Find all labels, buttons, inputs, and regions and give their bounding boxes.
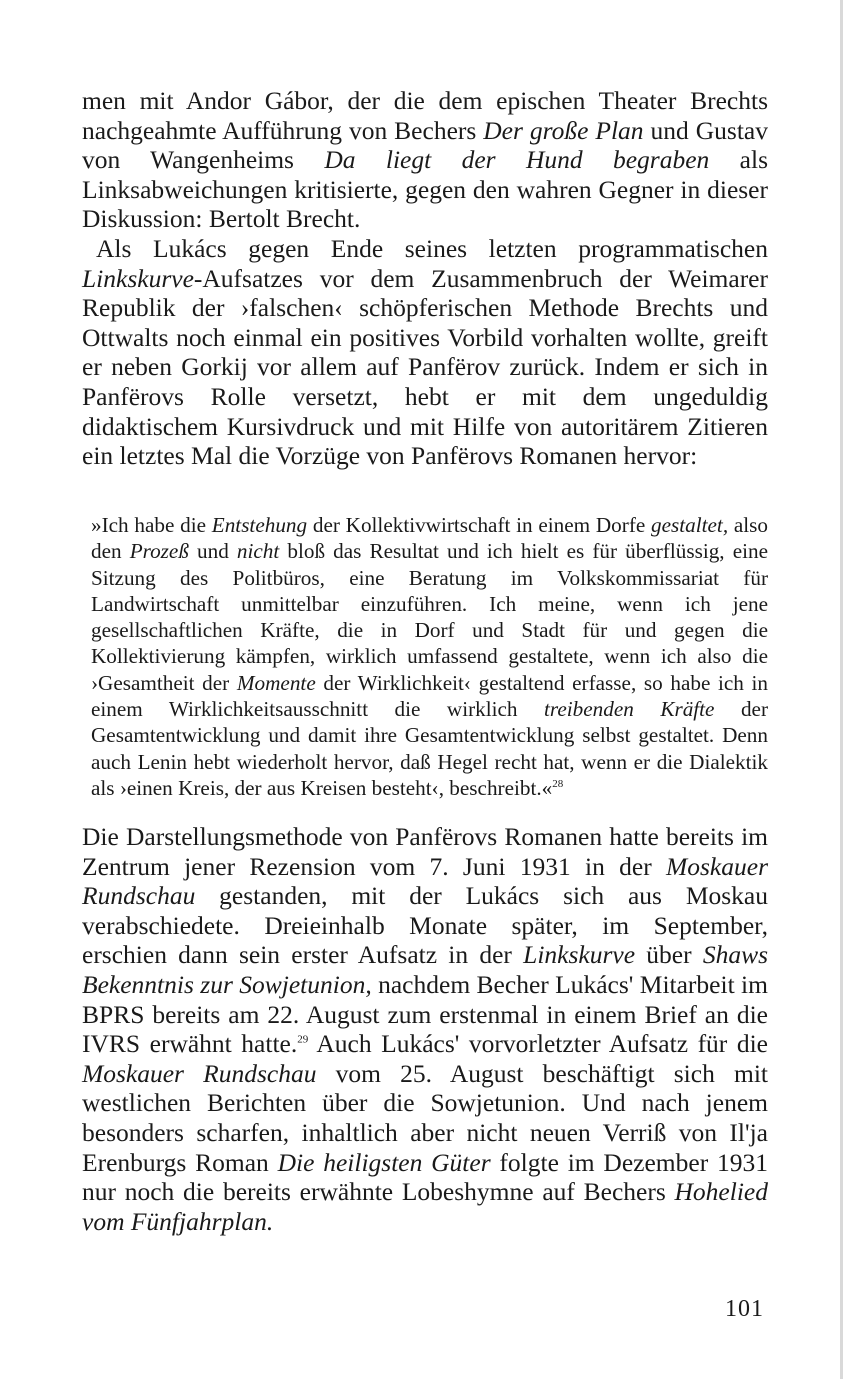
text-run: folgte im Dezember 1931 nur noch die bereits erwähnte Lobeshymne auf Bechers [82, 1147, 768, 1207]
text-run: Als Lukács gegen Ende seines letzten programmatischen [96, 233, 768, 263]
text-run: men mit Andor Gábor, der die dem epischen Theater Brechts nachgeahmte Aufführung von Bechers [82, 86, 768, 145]
italic-title: Der große Plan [483, 115, 644, 145]
italic-title: Linkskurve [82, 263, 194, 293]
main-text-top [82, 86, 768, 471]
text-run: als Linksabweichungen kritisierte, gegen den wahren Gegner in dieser Diskussion: Bertolt Brecht. [82, 145, 768, 234]
page-number: 101 [725, 1296, 764, 1322]
text-run: gestanden, mit der Lukács sich aus Moskau verabschiedete. Dreieinhalb Monate später, im September, erschien dann sein erster Aufsatz in der [82, 881, 768, 970]
block-quote [91, 512, 768, 801]
footnote-marker: 29 [297, 1033, 309, 1046]
text-run: nachdem Becher Lukács' Mitarbeit im BPRS bereits am 22. August zum erstenmal in einem Brief an die IVRS erwähnt hatte. [82, 969, 768, 1059]
text-run: der Wirklichkeit‹ gestaltend erfasse, so habe ich in einem Wirklichkeitsausschnitt die wirklich [91, 670, 768, 722]
text-run: der Kollektivwirtschaft in einem Dorfe [307, 513, 652, 537]
footnote-marker: 28 [552, 777, 564, 790]
italic-emphasis: gestaltet, [651, 513, 729, 537]
italic-title: Die heiligsten Güter [277, 1147, 491, 1177]
italic-title: Moskauer Rundschau [82, 851, 768, 911]
italic-title: Hohelied vom Fünfjahrplan. [82, 1177, 768, 1236]
text-run: Auch Lukács' vorvorletzter Aufsatz für die [308, 1029, 768, 1059]
italic-emphasis: Entstehung [211, 513, 308, 537]
text-run: und [188, 539, 237, 564]
italic-title: Shaws Bekenntnis zur Sowjetunion, [82, 940, 768, 999]
paragraph-3 [82, 822, 768, 1236]
text-run: über [635, 940, 703, 970]
text-run: -Aufsatzes vor dem Zusammenbruch der Weimarer Republik der ›falschen‹ schöpferischen Methode Brechts und Ottwalts noch einmal ein positives Vorbild vorhalten wollte, greift er neben Gorkij vor allem auf Panfërov zurück. Indem er sich in Panfërovs Rolle versetzt, hebt er mit dem ungeduldig didaktischem Kursivdruck und mit Hilfe von autoritärem Zitieren ein letztes Mal die Vorzüge von Panfërovs Romanen hervor: [82, 263, 768, 471]
text-run: Die Darstellungsmethode von Panfërovs Romanen hatte bereits im Zentrum jener Rezension vom 7. Juni 1931 in der [82, 822, 768, 881]
text-run: der Gesamtentwicklung und damit ihre Gesamtentwicklung selbst gestaltet. Denn auch Lenin hebt wiederholt hervor, daß Hegel recht hat, wenn er die Dialektik als ›einen Kreis, der aus Kreisen besteht‹, beschreibt.« [91, 697, 769, 800]
italic-emphasis: Momente [236, 670, 316, 695]
text-run: bloß das Resultat und ich hielt es für überflüssig, eine Sitzung des Politbüros, eine Beratung im Volkskommissariat für Landwirtschaft unmittelbar einzuführen. Ich meine, wenn ich jene gesellschaftlichen Kräfte, die in Dorf und Stadt für und gegen die Kollektivierung kämpfen, wirklich umfassend gestaltete, wenn ich also die ›Gesamtheit der [91, 539, 768, 695]
italic-emphasis: nicht [236, 539, 280, 564]
italic-title: Linkskurve [523, 940, 636, 970]
italic-emphasis: Prozeß [129, 539, 189, 564]
paragraph-2 [82, 234, 768, 471]
text-run: also den [91, 513, 768, 564]
italic-title: Moskauer Rundschau [82, 1058, 317, 1088]
text-run: »Ich habe die [91, 513, 212, 537]
text-run: und Gustav von Wangenheims [82, 115, 768, 175]
italic-title: Da liegt der Hund begraben [324, 145, 710, 175]
italic-emphasis: treibenden Kräfte [544, 697, 715, 722]
text-run: vom 25. August beschäftigt sich mit westlichen Berichten über die Sowjetunion. Und nach jenem besonders scharfen, inhaltlich aber nicht neuen Verriß von Il'ja Erenburgs Roman [82, 1058, 768, 1177]
paragraph-1 [82, 86, 768, 234]
